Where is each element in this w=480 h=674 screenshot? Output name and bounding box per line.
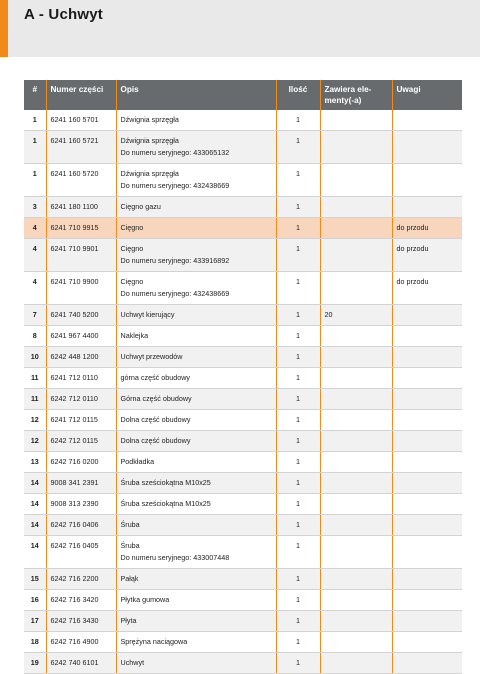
description-text: Cięgno (120, 223, 144, 232)
cell-part-number: 6241 710 9901 (46, 239, 116, 272)
cell-notes (392, 536, 462, 569)
description-text: Uchwyt przewodów (120, 352, 183, 361)
cell-quantity: 1 (276, 653, 320, 674)
description-text: górna część obudowy (120, 373, 191, 382)
cell-notes: do przodu (392, 218, 462, 239)
serial-note: Do numeru seryjnego: 433065132 (120, 148, 230, 157)
cell-number: 12 (24, 410, 46, 431)
cell-quantity: 1 (276, 569, 320, 590)
cell-quantity: 1 (276, 305, 320, 326)
cell-number: 14 (24, 515, 46, 536)
description-text: Naklejka (120, 331, 149, 340)
column-header-quantity: Ilość (276, 80, 320, 110)
cell-notes (392, 305, 462, 326)
cell-number: 1 (24, 164, 46, 197)
cell-quantity: 1 (276, 494, 320, 515)
cell-part-number: 6241 710 9915 (46, 218, 116, 239)
table-row (24, 164, 462, 197)
cell-contains (320, 431, 392, 452)
cell-notes (392, 431, 462, 452)
table-row (24, 632, 462, 653)
cell-part-number: 6241 160 5720 (46, 164, 116, 197)
cell-quantity: 1 (276, 164, 320, 197)
column-header-part-number: Numer części (46, 80, 116, 110)
cell-quantity: 1 (276, 611, 320, 632)
cell-notes (392, 653, 462, 674)
cell-description (116, 131, 276, 164)
table-row (24, 611, 462, 632)
cell-contains: 20 (320, 305, 392, 326)
table-row (24, 347, 462, 368)
serial-note: Do numeru seryjnego: 433007448 (120, 553, 230, 562)
cell-number: 11 (24, 389, 46, 410)
description-text: Śruba sześciokątna M10x25 (120, 499, 211, 508)
cell-notes (392, 164, 462, 197)
cell-description (116, 536, 276, 569)
description-text: Śruba (120, 541, 140, 550)
cell-contains (320, 389, 392, 410)
description-text: Cięgno (120, 244, 144, 253)
cell-number: 16 (24, 590, 46, 611)
table-row (24, 473, 462, 494)
cell-contains (320, 473, 392, 494)
serial-note: Do numeru seryjnego: 433916892 (120, 256, 230, 265)
description-text: Dolna część obudowy (120, 415, 191, 424)
cell-contains (320, 452, 392, 473)
table-row (24, 494, 462, 515)
cell-notes (392, 632, 462, 653)
cell-part-number: 6242 716 2200 (46, 569, 116, 590)
table-header-row (24, 80, 462, 110)
cell-contains (320, 653, 392, 674)
description-text: Pałąk (120, 574, 139, 583)
cell-number: 8 (24, 326, 46, 347)
description-text: Cięgno (120, 277, 144, 286)
cell-notes (392, 590, 462, 611)
cell-number: 14 (24, 536, 46, 569)
cell-contains (320, 110, 392, 131)
cell-part-number: 6241 967 4400 (46, 326, 116, 347)
cell-number: 4 (24, 272, 46, 305)
cell-number: 14 (24, 473, 46, 494)
table-row (24, 131, 462, 164)
description-text: Płyta (120, 616, 137, 625)
cell-part-number: 6241 180 1100 (46, 197, 116, 218)
cell-contains (320, 218, 392, 239)
cell-number: 3 (24, 197, 46, 218)
parts-table (24, 80, 462, 674)
cell-part-number: 6242 740 6101 (46, 653, 116, 674)
cell-description (116, 590, 276, 611)
cell-part-number: 6242 716 3420 (46, 590, 116, 611)
cell-number: 19 (24, 653, 46, 674)
cell-contains (320, 368, 392, 389)
cell-quantity: 1 (276, 326, 320, 347)
cell-quantity: 1 (276, 110, 320, 131)
cell-number: 1 (24, 110, 46, 131)
cell-description (116, 164, 276, 197)
cell-contains (320, 410, 392, 431)
cell-description (116, 326, 276, 347)
cell-contains (320, 164, 392, 197)
cell-quantity: 1 (276, 347, 320, 368)
table-row (24, 272, 462, 305)
description-text: Cięgno gazu (120, 202, 161, 211)
serial-note: Do numeru seryjnego: 432438669 (120, 289, 230, 298)
cell-quantity: 1 (276, 131, 320, 164)
description-text: Płytka gumowa (120, 595, 170, 604)
cell-quantity: 1 (276, 590, 320, 611)
cell-notes (392, 473, 462, 494)
cell-quantity: 1 (276, 368, 320, 389)
table-row (24, 197, 462, 218)
cell-number: 18 (24, 632, 46, 653)
cell-quantity: 1 (276, 410, 320, 431)
cell-notes (392, 347, 462, 368)
cell-number: 14 (24, 494, 46, 515)
cell-quantity: 1 (276, 389, 320, 410)
cell-contains (320, 239, 392, 272)
description-text: Dolna część obudowy (120, 436, 191, 445)
table-row (24, 218, 462, 239)
cell-description (116, 368, 276, 389)
cell-number: 7 (24, 305, 46, 326)
description-text: Śruba (120, 520, 140, 529)
description-text: Uchwyt kierujący (120, 310, 175, 319)
column-header-description: Opis (116, 80, 276, 110)
cell-part-number: 6241 160 5721 (46, 131, 116, 164)
cell-part-number: 6241 712 0110 (46, 368, 116, 389)
page-title: A - Uchwyt (24, 6, 103, 23)
table-row (24, 305, 462, 326)
cell-description (116, 431, 276, 452)
cell-part-number: 6242 448 1200 (46, 347, 116, 368)
page-header (0, 0, 480, 57)
cell-description (116, 389, 276, 410)
cell-description (116, 632, 276, 653)
cell-notes (392, 197, 462, 218)
column-header-notes: Uwagi (392, 80, 462, 110)
cell-description (116, 347, 276, 368)
table-row (24, 110, 462, 131)
description-text: Dźwignia sprzęgła (120, 169, 179, 178)
cell-part-number: 6241 740 5200 (46, 305, 116, 326)
cell-notes (392, 452, 462, 473)
cell-quantity: 1 (276, 197, 320, 218)
cell-description (116, 272, 276, 305)
cell-quantity: 1 (276, 218, 320, 239)
description-text: Dźwignia sprzęgła (120, 115, 179, 124)
cell-notes (392, 569, 462, 590)
cell-number: 1 (24, 131, 46, 164)
cell-description (116, 452, 276, 473)
cell-description (116, 494, 276, 515)
cell-part-number: 6241 710 9900 (46, 272, 116, 305)
cell-part-number: 6242 712 0110 (46, 389, 116, 410)
table-body (24, 110, 462, 674)
cell-notes: do przodu (392, 272, 462, 305)
cell-number: 13 (24, 452, 46, 473)
cell-contains (320, 326, 392, 347)
table-row (24, 368, 462, 389)
table-row (24, 452, 462, 473)
cell-contains (320, 569, 392, 590)
cell-quantity: 1 (276, 515, 320, 536)
cell-notes (392, 515, 462, 536)
cell-quantity: 1 (276, 452, 320, 473)
cell-part-number: 6242 716 0405 (46, 536, 116, 569)
table-row (24, 653, 462, 674)
description-text: Uchwyt (120, 658, 145, 667)
cell-part-number: 6241 160 5701 (46, 110, 116, 131)
cell-notes (392, 368, 462, 389)
description-text: Sprężyna naciągowa (120, 637, 188, 646)
cell-quantity: 1 (276, 536, 320, 569)
table-row (24, 569, 462, 590)
header-accent-bar (0, 0, 8, 57)
cell-number: 12 (24, 431, 46, 452)
cell-description (116, 110, 276, 131)
description-text: Śruba sześciokątna M10x25 (120, 478, 211, 487)
description-text: Górna część obudowy (120, 394, 192, 403)
table-row (24, 410, 462, 431)
table-row (24, 389, 462, 410)
cell-number: 4 (24, 218, 46, 239)
description-text: Podkładka (120, 457, 155, 466)
table-row (24, 431, 462, 452)
description-text: Dźwignia sprzęgła (120, 136, 179, 145)
column-header-contains: Zawiera ele- menty(-a) (320, 80, 392, 110)
cell-notes (392, 131, 462, 164)
cell-notes (392, 410, 462, 431)
cell-quantity: 1 (276, 272, 320, 305)
cell-notes (392, 389, 462, 410)
cell-number: 11 (24, 368, 46, 389)
table-row (24, 536, 462, 569)
cell-notes (392, 494, 462, 515)
cell-description (116, 611, 276, 632)
cell-number: 4 (24, 239, 46, 272)
cell-contains (320, 347, 392, 368)
cell-description (116, 473, 276, 494)
cell-description (116, 239, 276, 272)
cell-contains (320, 611, 392, 632)
cell-quantity: 1 (276, 632, 320, 653)
cell-number: 17 (24, 611, 46, 632)
cell-contains (320, 590, 392, 611)
table-row (24, 326, 462, 347)
cell-number: 15 (24, 569, 46, 590)
cell-number: 10 (24, 347, 46, 368)
table-row (24, 590, 462, 611)
serial-note: Do numeru seryjnego: 432438669 (120, 181, 230, 190)
table-row (24, 239, 462, 272)
cell-quantity: 1 (276, 431, 320, 452)
cell-description (116, 197, 276, 218)
column-header-number: # (24, 80, 46, 110)
cell-contains (320, 536, 392, 569)
cell-part-number: 6242 716 0406 (46, 515, 116, 536)
cell-contains (320, 131, 392, 164)
cell-part-number: 6242 716 4900 (46, 632, 116, 653)
cell-contains (320, 272, 392, 305)
cell-description (116, 515, 276, 536)
cell-notes: do przodu (392, 239, 462, 272)
cell-quantity: 1 (276, 239, 320, 272)
cell-description (116, 305, 276, 326)
cell-description (116, 569, 276, 590)
cell-notes (392, 326, 462, 347)
cell-description (116, 410, 276, 431)
cell-part-number: 9008 341 2391 (46, 473, 116, 494)
cell-description (116, 218, 276, 239)
cell-contains (320, 632, 392, 653)
cell-part-number: 6241 712 0115 (46, 410, 116, 431)
cell-contains (320, 197, 392, 218)
cell-part-number: 6242 712 0115 (46, 431, 116, 452)
cell-notes (392, 611, 462, 632)
cell-part-number: 6242 716 0200 (46, 452, 116, 473)
cell-description (116, 653, 276, 674)
cell-quantity: 1 (276, 473, 320, 494)
table-row (24, 515, 462, 536)
cell-notes (392, 110, 462, 131)
cell-part-number: 9008 313 2390 (46, 494, 116, 515)
cell-contains (320, 494, 392, 515)
cell-part-number: 6242 716 3430 (46, 611, 116, 632)
cell-contains (320, 515, 392, 536)
